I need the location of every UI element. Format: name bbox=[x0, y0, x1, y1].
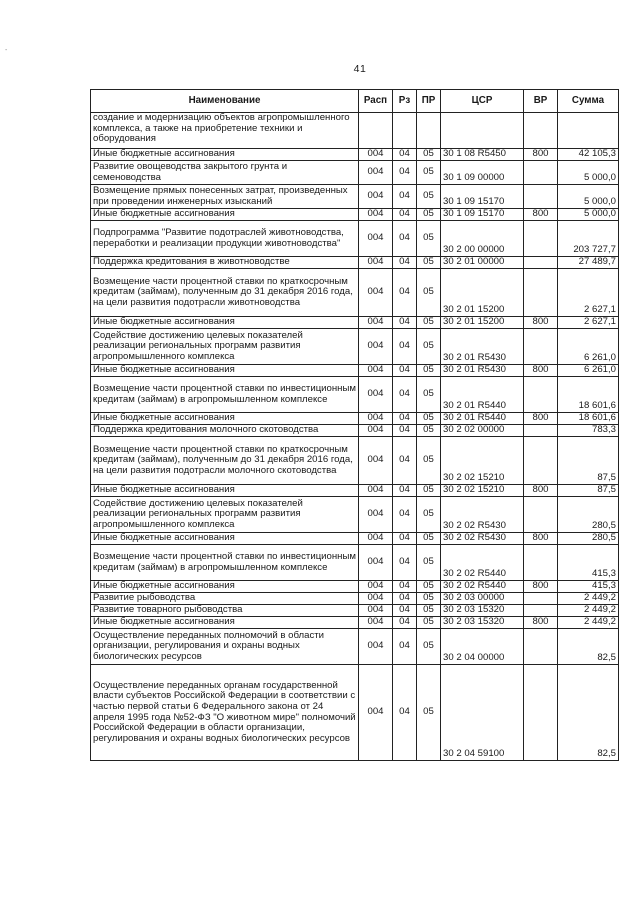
table-row bbox=[91, 617, 619, 629]
cell-rasp: 004 bbox=[359, 425, 393, 437]
table-row bbox=[91, 149, 619, 161]
cell-rz bbox=[393, 113, 417, 149]
cell-summa: 2 449,2 bbox=[558, 605, 619, 617]
cell-rz: 04 bbox=[393, 437, 417, 485]
cell-csr: 30 2 02 15210 bbox=[441, 437, 524, 485]
cell-pr: 05 bbox=[417, 185, 441, 209]
cell-vr: 800 bbox=[524, 317, 558, 329]
header-csr: ЦСР bbox=[441, 90, 524, 113]
cell-rasp: 004 bbox=[359, 497, 393, 533]
cell-vr: 800 bbox=[524, 149, 558, 161]
table-row bbox=[91, 665, 619, 761]
cell-summa: 82,5 bbox=[558, 665, 619, 761]
cell-csr: 30 2 03 00000 bbox=[441, 593, 524, 605]
cell-summa: 2 449,2 bbox=[558, 593, 619, 605]
cell-csr: 30 2 00 00000 bbox=[441, 221, 524, 257]
header-vr: ВР bbox=[524, 90, 558, 113]
cell-csr: 30 1 09 15170 bbox=[441, 185, 524, 209]
cell-name: Иные бюджетные ассигнования bbox=[91, 581, 359, 593]
table-row bbox=[91, 413, 619, 425]
cell-name: Возмещение части процентной ставки по инвестиционным кредитам (займам) в агропромышленном комплексе bbox=[91, 377, 359, 413]
table-row bbox=[91, 533, 619, 545]
cell-pr: 05 bbox=[417, 617, 441, 629]
cell-rz: 04 bbox=[393, 497, 417, 533]
cell-summa: 6 261,0 bbox=[558, 365, 619, 377]
cell-vr bbox=[524, 605, 558, 617]
cell-rasp: 004 bbox=[359, 185, 393, 209]
cell-rz: 04 bbox=[393, 533, 417, 545]
cell-rasp: 004 bbox=[359, 485, 393, 497]
cell-rz: 04 bbox=[393, 545, 417, 581]
cell-summa: 415,3 bbox=[558, 581, 619, 593]
cell-summa: 783,3 bbox=[558, 425, 619, 437]
cell-rasp: 004 bbox=[359, 161, 393, 185]
cell-rz: 04 bbox=[393, 377, 417, 413]
cell-rz: 04 bbox=[393, 221, 417, 257]
cell-summa: 87,5 bbox=[558, 437, 619, 485]
cell-summa: 2 627,1 bbox=[558, 269, 619, 317]
cell-pr: 05 bbox=[417, 269, 441, 317]
cell-summa: 87,5 bbox=[558, 485, 619, 497]
cell-summa: 415,3 bbox=[558, 545, 619, 581]
cell-vr bbox=[524, 497, 558, 533]
table-row bbox=[91, 629, 619, 665]
cell-vr bbox=[524, 257, 558, 269]
cell-rz: 04 bbox=[393, 161, 417, 185]
cell-rz: 04 bbox=[393, 149, 417, 161]
cell-csr: 30 2 04 00000 bbox=[441, 629, 524, 665]
cell-csr: 30 2 03 15320 bbox=[441, 617, 524, 629]
cell-pr: 05 bbox=[417, 497, 441, 533]
cell-csr: 30 2 02 R5440 bbox=[441, 545, 524, 581]
cell-vr bbox=[524, 113, 558, 149]
cell-rasp: 004 bbox=[359, 149, 393, 161]
cell-name: Возмещение прямых понесенных затрат, произведенных при проведении инженерных изысканий bbox=[91, 185, 359, 209]
cell-pr: 05 bbox=[417, 149, 441, 161]
cell-rasp: 004 bbox=[359, 413, 393, 425]
page-number: 41 bbox=[353, 63, 367, 75]
cell-rasp: 004 bbox=[359, 257, 393, 269]
cell-rasp: 004 bbox=[359, 629, 393, 665]
cell-rz: 04 bbox=[393, 413, 417, 425]
header-rasp: Расп bbox=[359, 90, 393, 113]
cell-name: Возмещение части процентной ставки по инвестиционным кредитам (займам) в агропромышленном комплексе bbox=[91, 545, 359, 581]
cell-summa: 6 261,0 bbox=[558, 329, 619, 365]
budget-table bbox=[90, 89, 619, 761]
cell-summa: 280,5 bbox=[558, 497, 619, 533]
cell-vr: 800 bbox=[524, 617, 558, 629]
cell-name: Иные бюджетные ассигнования bbox=[91, 485, 359, 497]
cell-name: создание и модернизацию объектов агропромышленного комплекса, а также на приобретение техники и оборудования bbox=[91, 113, 359, 149]
cell-pr: 05 bbox=[417, 437, 441, 485]
cell-vr bbox=[524, 377, 558, 413]
cell-summa: 27 489,7 bbox=[558, 257, 619, 269]
cell-name: Подпрограмма "Развитие подотраслей животноводства, переработки и реализации продукции животноводства" bbox=[91, 221, 359, 257]
cell-vr bbox=[524, 329, 558, 365]
cell-summa: 2 627,1 bbox=[558, 317, 619, 329]
cell-name: Развитие овощеводства закрытого грунта и семеноводства bbox=[91, 161, 359, 185]
cell-vr bbox=[524, 437, 558, 485]
cell-rasp: 004 bbox=[359, 209, 393, 221]
table-row bbox=[91, 329, 619, 365]
table-row bbox=[91, 317, 619, 329]
cell-csr: 30 1 09 00000 bbox=[441, 161, 524, 185]
table-header-row bbox=[91, 90, 619, 113]
header-rz: Рз bbox=[393, 90, 417, 113]
cell-pr: 05 bbox=[417, 533, 441, 545]
table-row bbox=[91, 581, 619, 593]
table-row bbox=[91, 185, 619, 209]
cell-csr: 30 1 08 R5450 bbox=[441, 149, 524, 161]
cell-name: Осуществление переданных полномочий в области организации, регулирования и охраны водных биологических ресурсов bbox=[91, 629, 359, 665]
cell-name: Поддержка кредитования молочного скотоводства bbox=[91, 425, 359, 437]
cell-pr: 05 bbox=[417, 665, 441, 761]
cell-vr: 800 bbox=[524, 365, 558, 377]
cell-csr: 30 2 01 15200 bbox=[441, 317, 524, 329]
cell-pr: 05 bbox=[417, 605, 441, 617]
cell-pr: 05 bbox=[417, 329, 441, 365]
cell-csr bbox=[441, 113, 524, 149]
cell-name: Осуществление переданных органам государственной власти субъектов Российской Федерации в соответствии с частью первой статьи 6 Федерального закона от 24 апреля 1995 года №52-ФЗ "О животном мире" полномочий Российской Федерации в области организации, регулирования и охраны водных биологических ресурсов bbox=[91, 665, 359, 761]
cell-pr: 05 bbox=[417, 593, 441, 605]
cell-pr: 05 bbox=[417, 485, 441, 497]
cell-rz: 04 bbox=[393, 329, 417, 365]
cell-csr: 30 1 09 15170 bbox=[441, 209, 524, 221]
cell-name: Содействие достижению целевых показателей реализации региональных программ развития агропромышленного комплекса bbox=[91, 497, 359, 533]
cell-csr: 30 2 03 15320 bbox=[441, 605, 524, 617]
cell-name: Иные бюджетные ассигнования bbox=[91, 413, 359, 425]
cell-vr bbox=[524, 665, 558, 761]
table-row bbox=[91, 365, 619, 377]
cell-rz: 04 bbox=[393, 257, 417, 269]
cell-name: Возмещение части процентной ставки по краткосрочным кредитам (займам), полученным до 31 декабря 2016 года, на цели развития подотрасли животноводства bbox=[91, 269, 359, 317]
cell-rz: 04 bbox=[393, 269, 417, 317]
cell-rasp: 004 bbox=[359, 221, 393, 257]
cell-name: Иные бюджетные ассигнования bbox=[91, 365, 359, 377]
cell-vr bbox=[524, 185, 558, 209]
cell-csr: 30 2 01 R5440 bbox=[441, 377, 524, 413]
cell-rz: 04 bbox=[393, 593, 417, 605]
cell-rasp bbox=[359, 113, 393, 149]
cell-name: Иные бюджетные ассигнования bbox=[91, 533, 359, 545]
table-row bbox=[91, 437, 619, 485]
cell-summa: 5 000,0 bbox=[558, 185, 619, 209]
cell-rasp: 004 bbox=[359, 329, 393, 365]
cell-pr: 05 bbox=[417, 629, 441, 665]
cell-summa: 2 449,2 bbox=[558, 617, 619, 629]
header-name: Наименование bbox=[91, 90, 359, 113]
cell-rz: 04 bbox=[393, 617, 417, 629]
cell-pr bbox=[417, 113, 441, 149]
cell-rz: 04 bbox=[393, 317, 417, 329]
cell-name: Поддержка кредитования в животноводстве bbox=[91, 257, 359, 269]
table-row bbox=[91, 593, 619, 605]
cell-rasp: 004 bbox=[359, 533, 393, 545]
cell-rz: 04 bbox=[393, 425, 417, 437]
cell-summa: 5 000,0 bbox=[558, 209, 619, 221]
cell-pr: 05 bbox=[417, 425, 441, 437]
cell-rasp: 004 bbox=[359, 317, 393, 329]
cell-rasp: 004 bbox=[359, 593, 393, 605]
cell-rz: 04 bbox=[393, 485, 417, 497]
cell-vr bbox=[524, 629, 558, 665]
cell-pr: 05 bbox=[417, 413, 441, 425]
cell-rz: 04 bbox=[393, 605, 417, 617]
header-summa: Сумма bbox=[558, 90, 619, 113]
cell-pr: 05 bbox=[417, 209, 441, 221]
cell-name: Содействие достижению целевых показателей реализации региональных программ развития агропромышленного комплекса bbox=[91, 329, 359, 365]
cell-rz: 04 bbox=[393, 581, 417, 593]
table-body bbox=[91, 113, 619, 761]
cell-csr: 30 2 01 R5440 bbox=[441, 413, 524, 425]
cell-summa bbox=[558, 113, 619, 149]
cell-summa: 18 601,6 bbox=[558, 413, 619, 425]
cell-vr: 800 bbox=[524, 413, 558, 425]
cell-rz: 04 bbox=[393, 209, 417, 221]
cell-rasp: 004 bbox=[359, 617, 393, 629]
cell-pr: 05 bbox=[417, 581, 441, 593]
cell-csr: 30 2 02 15210 bbox=[441, 485, 524, 497]
cell-summa: 18 601,6 bbox=[558, 377, 619, 413]
cell-rasp: 004 bbox=[359, 605, 393, 617]
cell-vr: 800 bbox=[524, 209, 558, 221]
table-row bbox=[91, 497, 619, 533]
cell-csr: 30 2 01 R5430 bbox=[441, 329, 524, 365]
cell-name: Возмещение части процентной ставки по краткосрочным кредитам (займам), полученным до 31 декабря 2016 года, на цели развития подотрасли молочного скотоводства bbox=[91, 437, 359, 485]
cell-vr bbox=[524, 269, 558, 317]
table-row bbox=[91, 257, 619, 269]
table-row bbox=[91, 221, 619, 257]
cell-summa: 280,5 bbox=[558, 533, 619, 545]
cell-rasp: 004 bbox=[359, 269, 393, 317]
cell-summa: 42 105,3 bbox=[558, 149, 619, 161]
table-row bbox=[91, 113, 619, 149]
cell-rasp: 004 bbox=[359, 581, 393, 593]
cell-name: Иные бюджетные ассигнования bbox=[91, 317, 359, 329]
cell-pr: 05 bbox=[417, 377, 441, 413]
cell-name: Развитие товарного рыбоводства bbox=[91, 605, 359, 617]
header-pr: ПР bbox=[417, 90, 441, 113]
cell-csr: 30 2 01 15200 bbox=[441, 269, 524, 317]
cell-csr: 30 2 02 R5430 bbox=[441, 497, 524, 533]
cell-rasp: 004 bbox=[359, 665, 393, 761]
cell-vr bbox=[524, 425, 558, 437]
cell-pr: 05 bbox=[417, 365, 441, 377]
table-row bbox=[91, 161, 619, 185]
cell-vr: 800 bbox=[524, 485, 558, 497]
table-row bbox=[91, 605, 619, 617]
table-row bbox=[91, 545, 619, 581]
cell-vr bbox=[524, 161, 558, 185]
cell-rz: 04 bbox=[393, 665, 417, 761]
cell-name: Развитие рыбоводства bbox=[91, 593, 359, 605]
cell-summa: 5 000,0 bbox=[558, 161, 619, 185]
margin-mark: - bbox=[5, 47, 8, 54]
cell-pr: 05 bbox=[417, 161, 441, 185]
cell-csr: 30 2 02 R5440 bbox=[441, 581, 524, 593]
cell-vr bbox=[524, 221, 558, 257]
cell-rz: 04 bbox=[393, 629, 417, 665]
table-row bbox=[91, 269, 619, 317]
table-row bbox=[91, 377, 619, 413]
cell-rasp: 004 bbox=[359, 365, 393, 377]
cell-vr bbox=[524, 593, 558, 605]
cell-rasp: 004 bbox=[359, 377, 393, 413]
table-row bbox=[91, 209, 619, 221]
cell-csr: 30 2 01 R5430 bbox=[441, 365, 524, 377]
cell-summa: 82,5 bbox=[558, 629, 619, 665]
cell-csr: 30 2 04 59100 bbox=[441, 665, 524, 761]
table-row bbox=[91, 485, 619, 497]
cell-rz: 04 bbox=[393, 365, 417, 377]
cell-name: Иные бюджетные ассигнования bbox=[91, 617, 359, 629]
cell-pr: 05 bbox=[417, 257, 441, 269]
cell-vr bbox=[524, 545, 558, 581]
cell-csr: 30 2 02 00000 bbox=[441, 425, 524, 437]
cell-summa: 203 727,7 bbox=[558, 221, 619, 257]
cell-vr: 800 bbox=[524, 533, 558, 545]
cell-name: Иные бюджетные ассигнования bbox=[91, 209, 359, 221]
cell-vr: 800 bbox=[524, 581, 558, 593]
cell-pr: 05 bbox=[417, 221, 441, 257]
cell-rasp: 004 bbox=[359, 545, 393, 581]
cell-csr: 30 2 02 R5430 bbox=[441, 533, 524, 545]
table-row bbox=[91, 425, 619, 437]
cell-rasp: 004 bbox=[359, 437, 393, 485]
cell-pr: 05 bbox=[417, 545, 441, 581]
cell-rz: 04 bbox=[393, 185, 417, 209]
cell-name: Иные бюджетные ассигнования bbox=[91, 149, 359, 161]
cell-csr: 30 2 01 00000 bbox=[441, 257, 524, 269]
cell-pr: 05 bbox=[417, 317, 441, 329]
